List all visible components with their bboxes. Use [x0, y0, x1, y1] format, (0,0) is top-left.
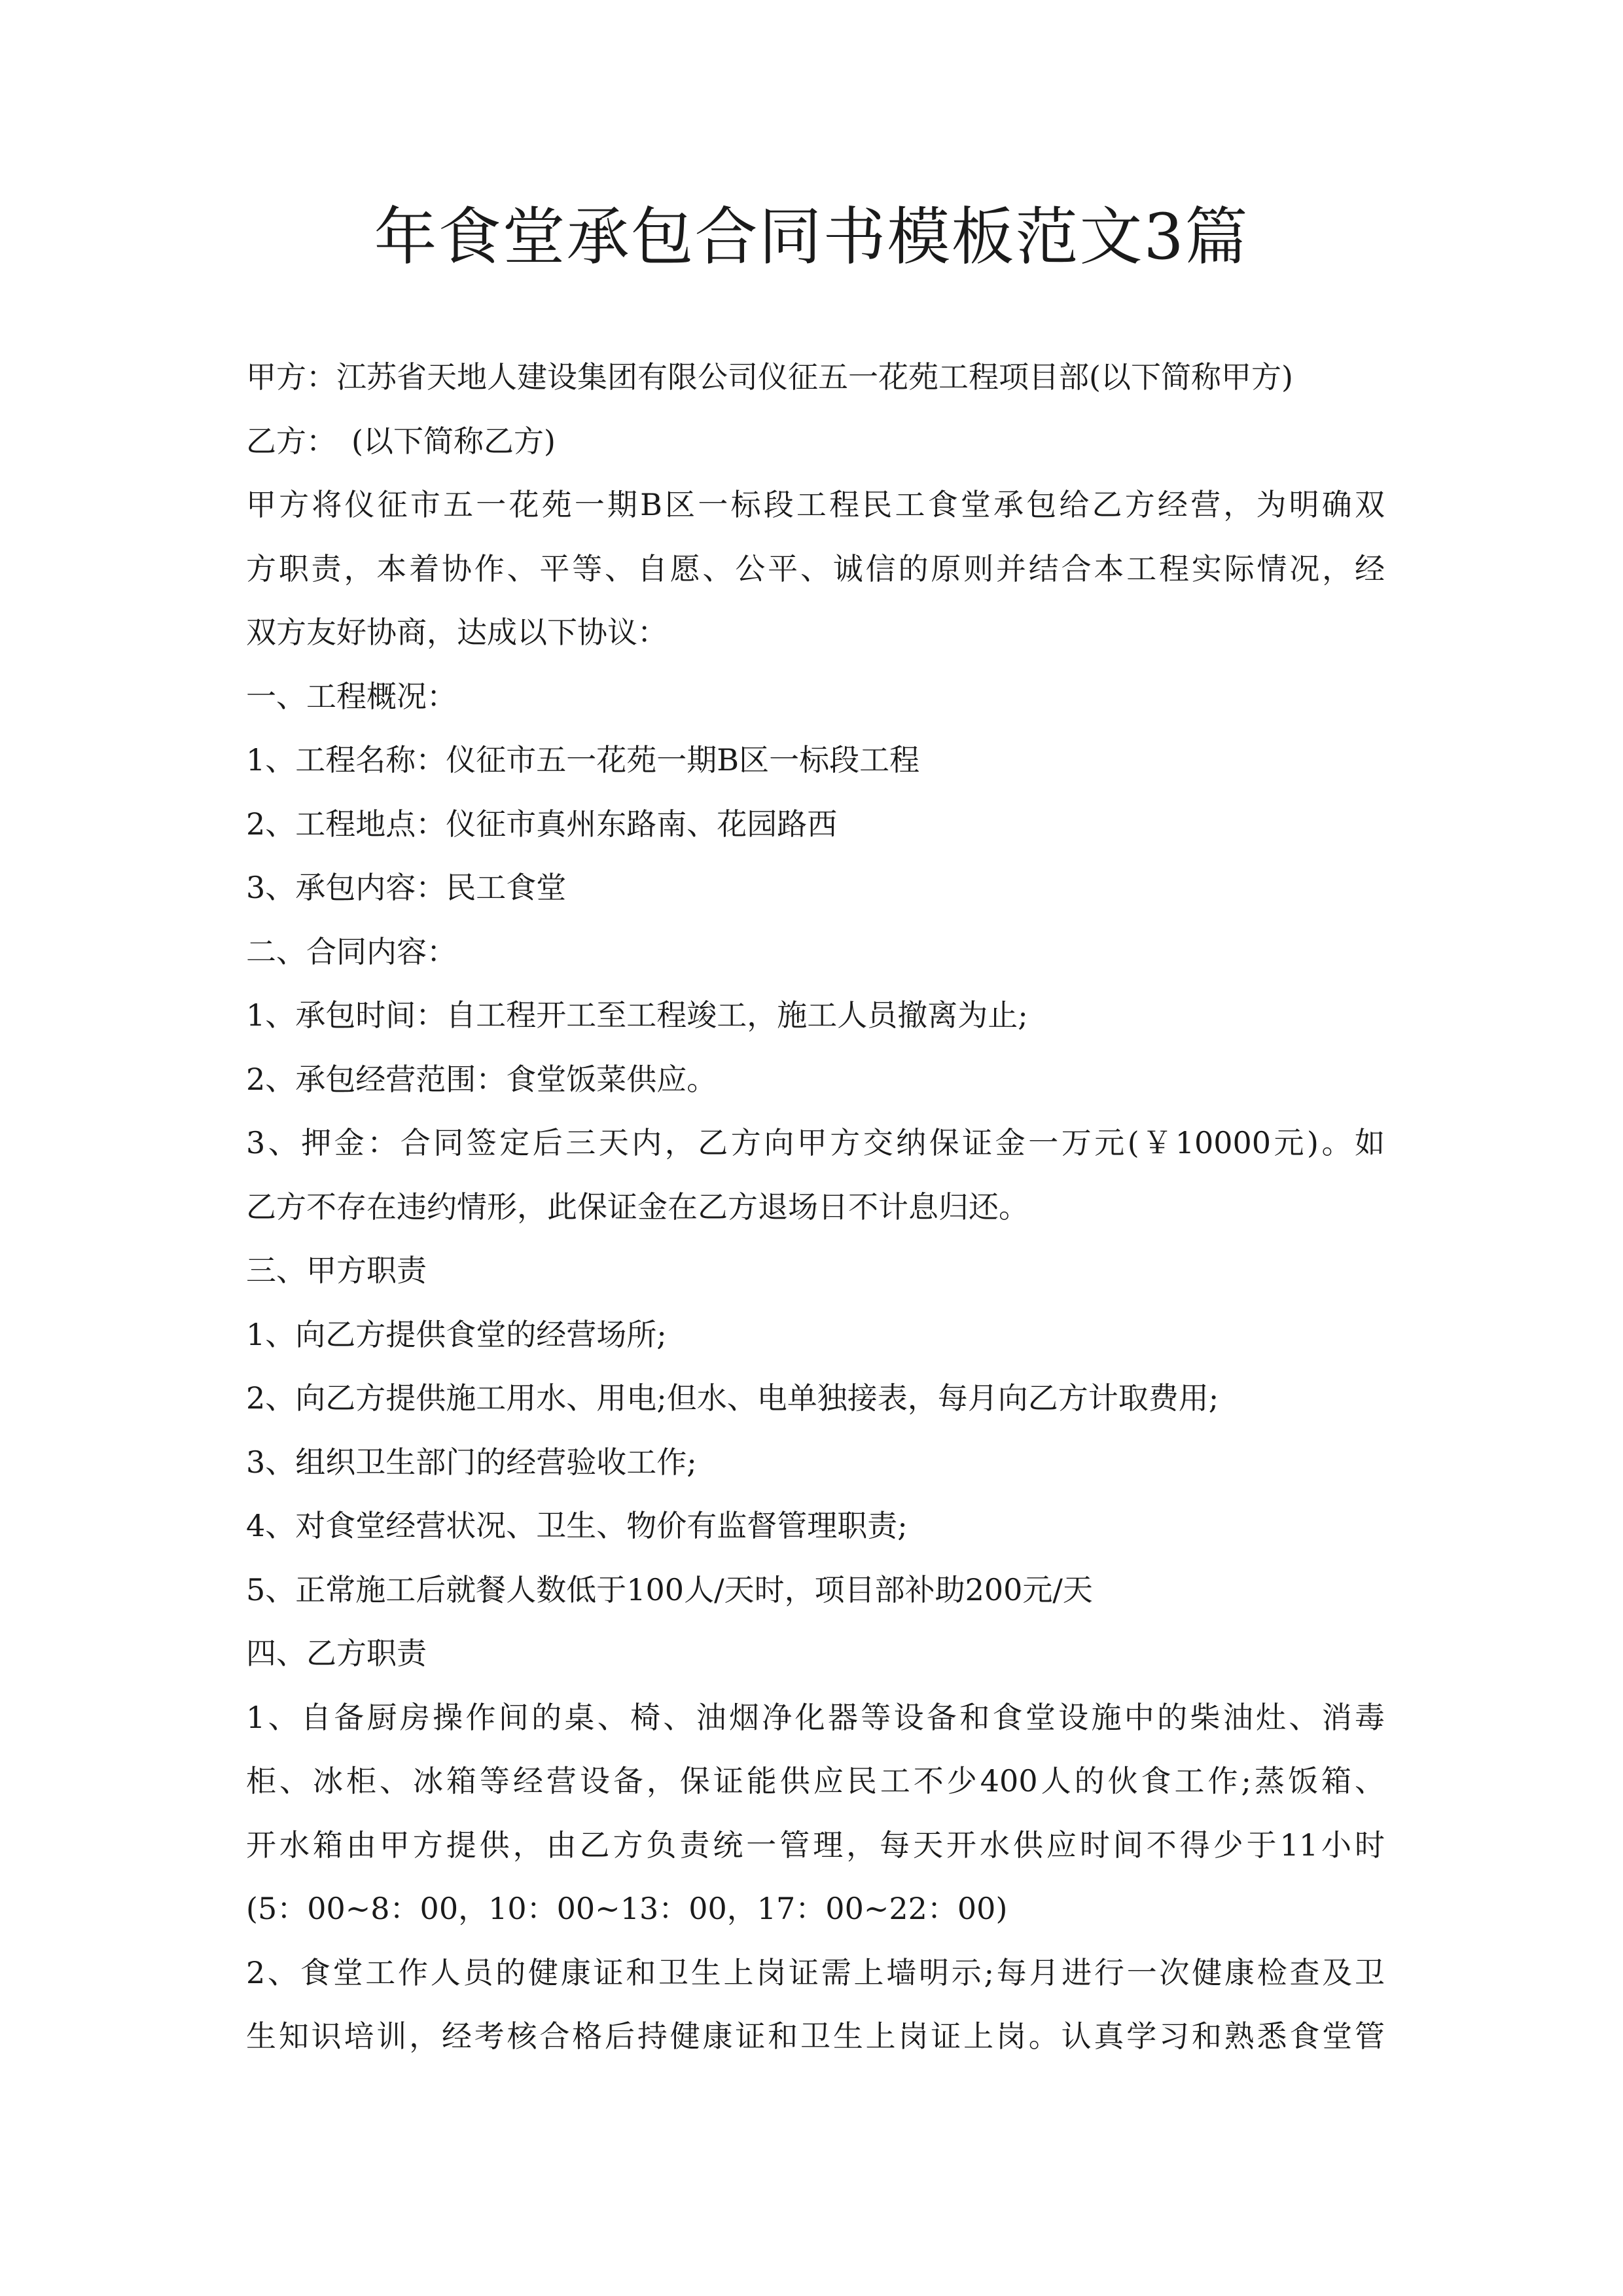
clause-line: 4、对食堂经营状况、卫生、物价有监督管理职责;	[246, 1508, 908, 1543]
document-body	[246, 346, 1385, 2069]
section-heading: 三、甲方职责	[246, 1253, 427, 1288]
clause-line: 5、正常施工后就餐人数低于100人/天时，项目部补助200元/天	[246, 1571, 1093, 1607]
clause-line: 开水箱由甲方提供，由乙方负责统一管理，每天开水供应时间不得少于11小时	[246, 1827, 1385, 1863]
party-b-line: 乙方： (以下简称乙方)	[246, 423, 556, 459]
clause-line: 生知识培训，经考核合格后持健康证和卫生上岗证上岗。认真学习和熟悉食堂管	[246, 2018, 1385, 2054]
clause-line: 2、向乙方提供施工用水、用电;但水、电单独接表，每月向乙方计取费用;	[246, 1380, 1219, 1416]
clause-line: 2、承包经营范围：食堂饭菜供应。	[246, 1061, 717, 1097]
section-heading: 一、工程概况：	[246, 678, 457, 714]
preamble-line: 甲方将仪征市五一花苑一期B区一标段工程民工食堂承包给乙方经营，为明确双	[246, 487, 1385, 522]
clause-line: 1、向乙方提供食堂的经营场所;	[246, 1316, 667, 1352]
party-a-line: 甲方：江苏省天地人建设集团有限公司仪征五一花苑工程项目部(以下简称甲方)	[246, 359, 1293, 395]
preamble-line: 双方友好协商，达成以下协议：	[246, 615, 668, 650]
clause-line: (5：00~8：00，10：00~13：00，17：00~22：00)	[246, 1891, 1008, 1926]
clause-line: 2、食堂工作人员的健康证和卫生上岗证需上墙明示;每月进行一次健康检查及卫	[246, 1954, 1385, 1990]
clause-line: 柜、冰柜、冰箱等经营设备，保证能供应民工不少400人的伙食工作;蒸饭箱、	[246, 1763, 1385, 1799]
clause-line: 2、工程地点：仪征市真州东路南、花园路西	[246, 806, 838, 842]
clause-line: 1、承包时间：自工程开工至工程竣工，施工人员撤离为止;	[246, 997, 1028, 1033]
clause-line: 3、组织卫生部门的经营验收工作;	[246, 1444, 697, 1480]
section-heading: 二、合同内容：	[246, 933, 457, 969]
clause-line: 1、工程名称：仪征市五一花苑一期B区一标段工程	[246, 742, 920, 778]
preamble-line: 方职责，本着协作、平等、自愿、公平、诚信的原则并结合本工程实际情况，经	[246, 550, 1385, 586]
clause-line: 3、押金：合同签定后三天内，乙方向甲方交纳保证金一万元(￥10000元)。如	[246, 1125, 1385, 1160]
section-heading: 四、乙方职责	[246, 1636, 427, 1671]
clause-line: 乙方不存在违约情形，此保证金在乙方退场日不计息归还。	[246, 1189, 1029, 1225]
clause-line: 3、承包内容：民工食堂	[246, 870, 567, 905]
clause-line: 1、自备厨房操作间的桌、椅、油烟净化器等设备和食堂设施中的柴油灶、消毒	[246, 1699, 1385, 1735]
document-title: 年食堂承包合同书模板范文3篇	[374, 200, 1249, 274]
